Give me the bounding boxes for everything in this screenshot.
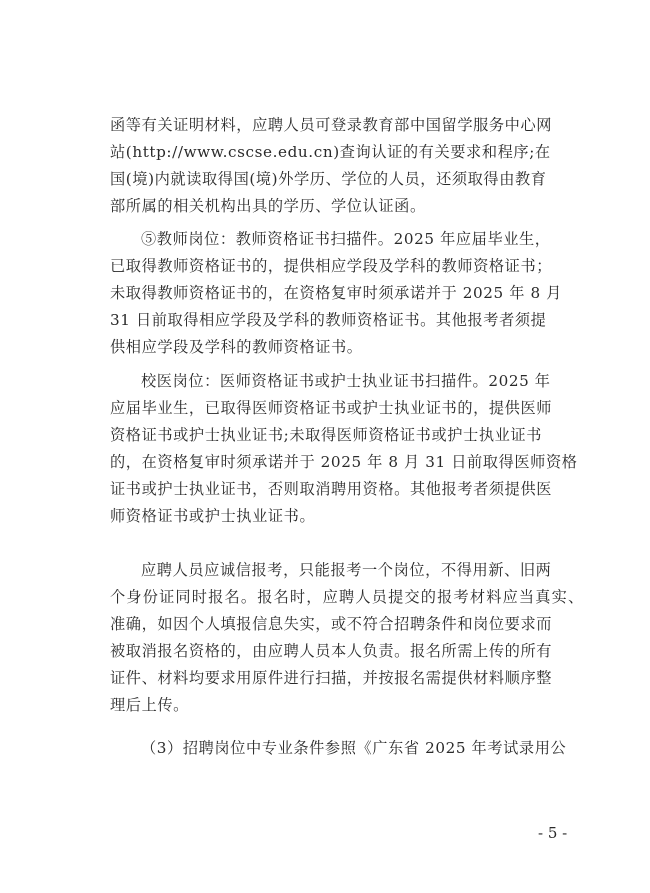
text-line: 资格证书或护士执业证书;未取得医师资格证书或护士执业证书 (110, 426, 542, 444)
text-line: 应届毕业生，已取得医师资格证书或护士执业证书的，提供医师 (110, 399, 553, 417)
text-line: 个身份证同时报名。报名时，应聘人员提交的报考材料应当真实、 (110, 588, 585, 606)
text-line: 站(http://www.cscse.edu.cn)查询认证的有关要求和程序;在 (110, 143, 551, 161)
text-line: 被取消报名资格的，由应聘人员本人负责。报名所需上传的所有 (110, 642, 553, 660)
text-line: 师资格证书或护士执业证书。 (110, 507, 316, 525)
text-line: 已取得教师资格证书的，提供相应学段及学科的教师资格证书； (110, 257, 553, 275)
text-line: 国(境)内就读取得国(境)外学历、学位的人员，还须取得由教育 (110, 170, 547, 188)
text-line: 函等有关证明材料，应聘人员可登录教育部中国留学服务中心网 (110, 116, 553, 134)
page-number: - 5 - (538, 824, 568, 842)
text-line: 校医岗位：医师资格证书或护士执业证书扫描件。2025 年 (141, 372, 551, 390)
text-line: 应聘人员应诚信报考，只能报考一个岗位，不得用新、旧两 (141, 561, 552, 579)
text-line: 31 日前取得相应学段及学科的教师资格证书。其他报考者须提 (110, 311, 547, 329)
text-line: 准确，如因个人填报信息失实，或不符合招聘条件和岗位要求而 (110, 615, 553, 633)
text-line: 供相应学段及学科的教师资格证书。 (110, 338, 363, 356)
text-line: 部所属的相关机构出具的学历、学位认证函。 (110, 197, 426, 215)
text-line: 的，在资格复审时须承诺并于 2025 年 8 月 31 日前取得医师资格 (110, 453, 578, 471)
text-line: （3）招聘岗位中专业条件参照《广东省 2025 年考试录用公 (141, 739, 567, 757)
text-line: 未取得教师资格证书的，在资格复审时须承诺并于 2025 年 8 月 (110, 284, 562, 302)
text-line: 理后上传。 (110, 696, 189, 714)
text-line: ⑤教师岗位：教师资格证书扫描件。2025 年应届毕业生， (141, 230, 551, 248)
text-line: 证书或护士执业证书，否则取消聘用资格。其他报考者须提供医 (110, 480, 553, 498)
text-line: 证件、材料均要求用原件进行扫描，并按报名需提供材料顺序整 (110, 669, 553, 687)
